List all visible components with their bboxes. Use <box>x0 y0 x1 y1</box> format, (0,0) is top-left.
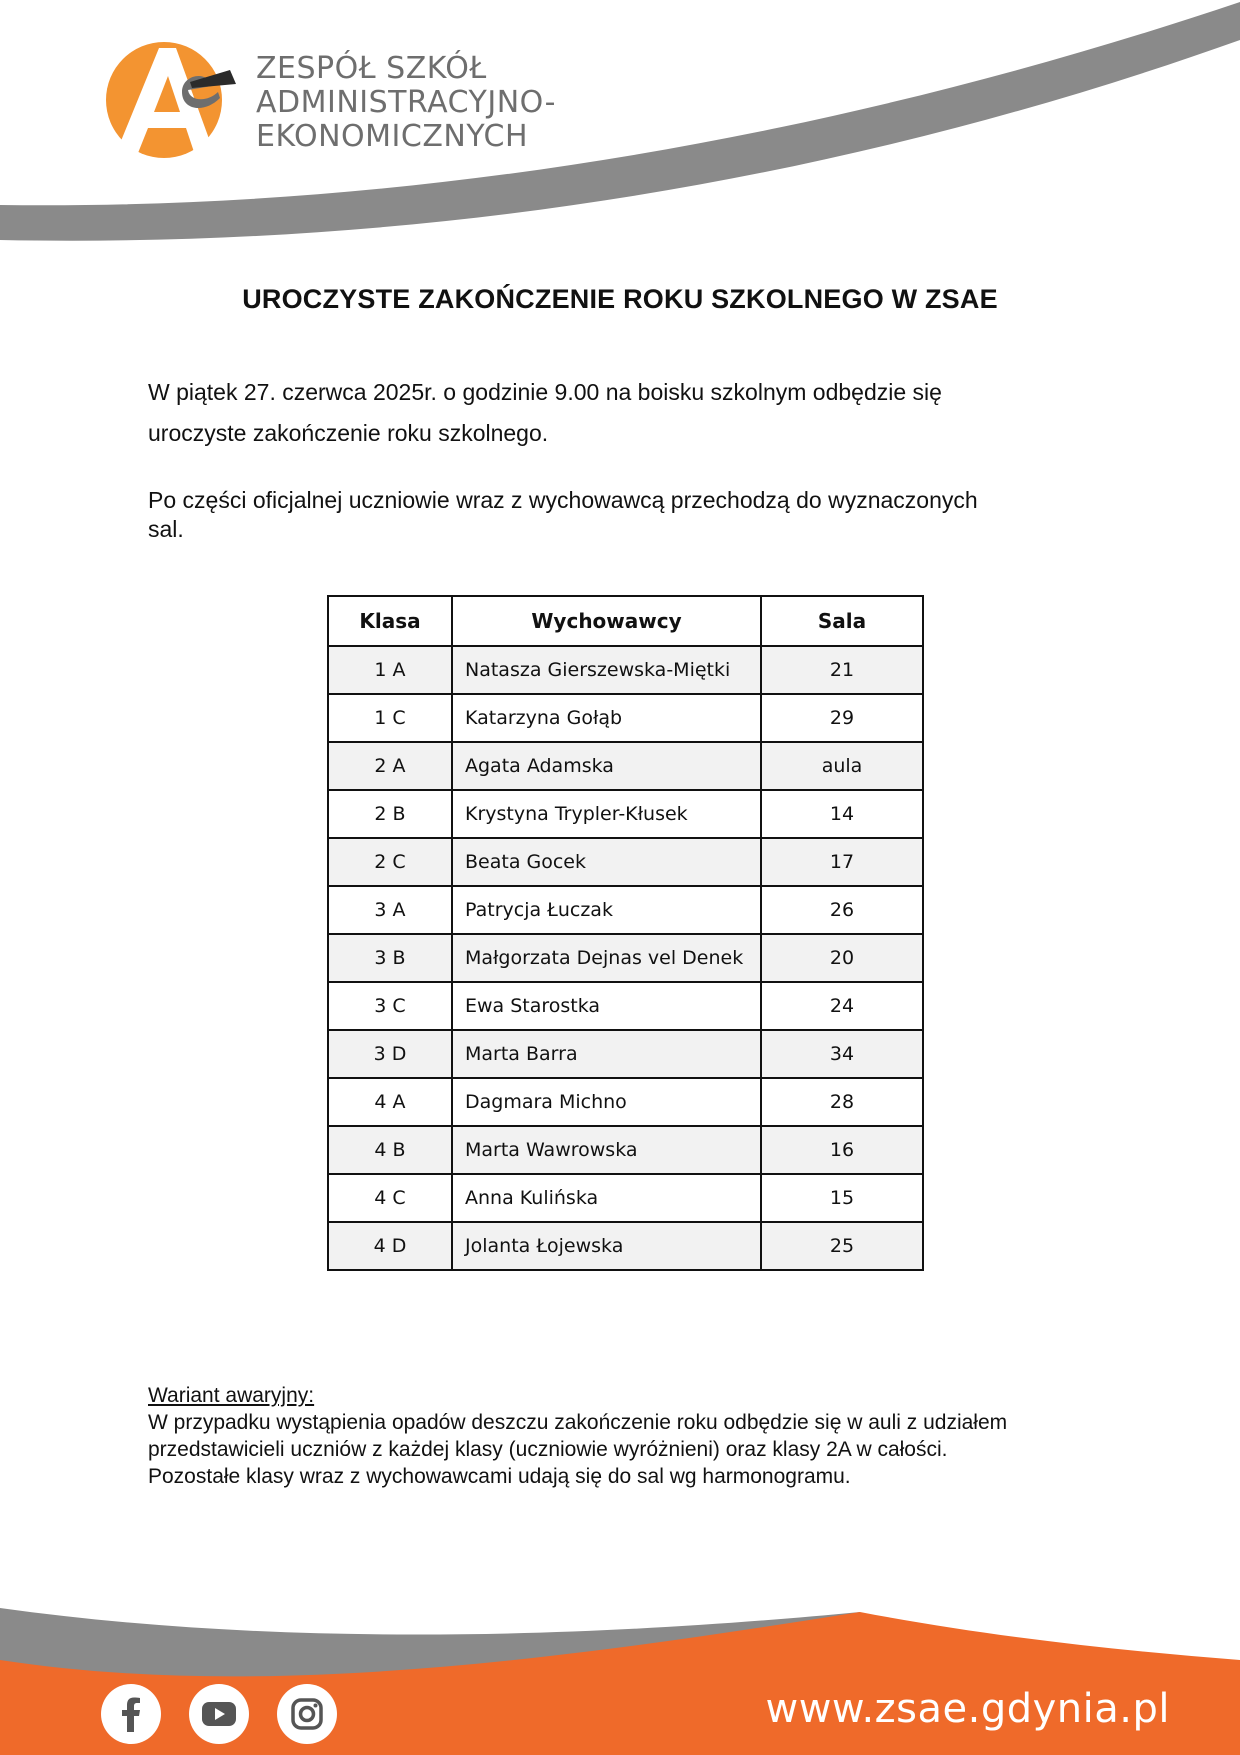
table-row <box>328 934 923 982</box>
cell-room: 28 <box>761 1078 923 1126</box>
table-row <box>328 1222 923 1270</box>
cell-teacher: Agata Adamska <box>452 742 761 790</box>
cell-class: 4 D <box>328 1222 452 1270</box>
cell-class: 4 B <box>328 1126 452 1174</box>
cell-teacher: Dagmara Michno <box>452 1078 761 1126</box>
header-klasa: Klasa <box>328 596 452 646</box>
cell-room: 15 <box>761 1174 923 1222</box>
school-name-line: ZESPÓŁ SZKÓŁ <box>256 51 487 86</box>
cell-teacher: Natasza Gierszewska-Miętki <box>452 646 761 694</box>
cell-room: 34 <box>761 1030 923 1078</box>
table-row <box>328 1126 923 1174</box>
cell-teacher: Małgorzata Dejnas vel Denek <box>452 934 761 982</box>
table-row <box>328 982 923 1030</box>
youtube-icon[interactable] <box>189 1684 249 1744</box>
cell-class: 1 A <box>328 646 452 694</box>
cell-teacher: Krystyna Trypler-Kłusek <box>452 790 761 838</box>
cell-teacher: Patrycja Łuczak <box>452 886 761 934</box>
table-header-row <box>328 596 923 646</box>
info-paragraph <box>148 486 1108 544</box>
emergency-heading: Wariant awaryjny: <box>148 1384 315 1407</box>
cell-teacher: Jolanta Łojewska <box>452 1222 761 1270</box>
table-row <box>328 790 923 838</box>
website-link[interactable]: www.zsae.gdynia.pl <box>765 1686 1170 1732</box>
cell-room: 24 <box>761 982 923 1030</box>
school-name <box>256 52 556 154</box>
cell-class: 4 A <box>328 1078 452 1126</box>
instagram-icon[interactable] <box>277 1684 337 1744</box>
cell-room: 14 <box>761 790 923 838</box>
cell-class: 1 C <box>328 694 452 742</box>
page-title: UROCZYSTE ZAKOŃCZENIE ROKU SZKOLNEGO W ZSAE <box>242 284 998 314</box>
cell-class: 2 B <box>328 790 452 838</box>
class-room-table <box>327 595 924 1271</box>
info-line: Po części oficjalnej uczniowie wraz z wychowawcą przechodzą do wyznaczonych <box>148 487 978 513</box>
intro-paragraph <box>148 372 1108 454</box>
table-row <box>328 838 923 886</box>
header-wychowawcy: Wychowawcy <box>452 596 761 646</box>
table-row <box>328 886 923 934</box>
emergency-line: przedstawicieli uczniów z każdej klasy (uczniowie wyróżnieni) oraz klasy 2A w całości. <box>148 1438 948 1461</box>
cell-class: 2 C <box>328 838 452 886</box>
cell-class: 3 D <box>328 1030 452 1078</box>
cell-teacher: Ewa Starostka <box>452 982 761 1030</box>
school-name-line: EKONOMICZNYCH <box>256 119 529 154</box>
cell-class: 3 B <box>328 934 452 982</box>
cell-room: 17 <box>761 838 923 886</box>
cell-class: 3 A <box>328 886 452 934</box>
header-sala: Sala <box>761 596 923 646</box>
cell-room: 20 <box>761 934 923 982</box>
emergency-line: W przypadku wystąpienia opadów deszczu zakończenie roku odbędzie się w auli z udziałem <box>148 1411 1008 1434</box>
intro-line: W piątek 27. czerwca 2025r. o godzinie 9.00 na boisku szkolnym odbędzie się <box>148 379 942 405</box>
intro-line: uroczyste zakończenie roku szkolnego. <box>148 420 549 446</box>
table-row <box>328 694 923 742</box>
table-row <box>328 1030 923 1078</box>
cell-room: 26 <box>761 886 923 934</box>
cell-teacher: Marta Barra <box>452 1030 761 1078</box>
facebook-icon[interactable] <box>101 1684 161 1744</box>
table-row <box>328 1174 923 1222</box>
table-row <box>328 742 923 790</box>
cell-room: 21 <box>761 646 923 694</box>
emergency-section <box>148 1382 1108 1490</box>
cell-class: 4 C <box>328 1174 452 1222</box>
cell-room: 29 <box>761 694 923 742</box>
info-line: sal. <box>148 516 184 542</box>
cell-room: 16 <box>761 1126 923 1174</box>
emergency-line: Pozostałe klasy wraz z wychowawcami udają się do sal wg harmonogramu. <box>148 1465 851 1488</box>
cell-room: aula <box>761 742 923 790</box>
school-name-line: ADMINISTRACYJNO- <box>256 85 556 120</box>
school-logo <box>104 40 244 160</box>
cell-teacher: Katarzyna Gołąb <box>452 694 761 742</box>
cell-room: 25 <box>761 1222 923 1270</box>
cell-teacher: Beata Gocek <box>452 838 761 886</box>
table-row <box>328 646 923 694</box>
cell-teacher: Anna Kulińska <box>452 1174 761 1222</box>
cell-class: 3 C <box>328 982 452 1030</box>
table-row <box>328 1078 923 1126</box>
cell-class: 2 A <box>328 742 452 790</box>
cell-teacher: Marta Wawrowska <box>452 1126 761 1174</box>
